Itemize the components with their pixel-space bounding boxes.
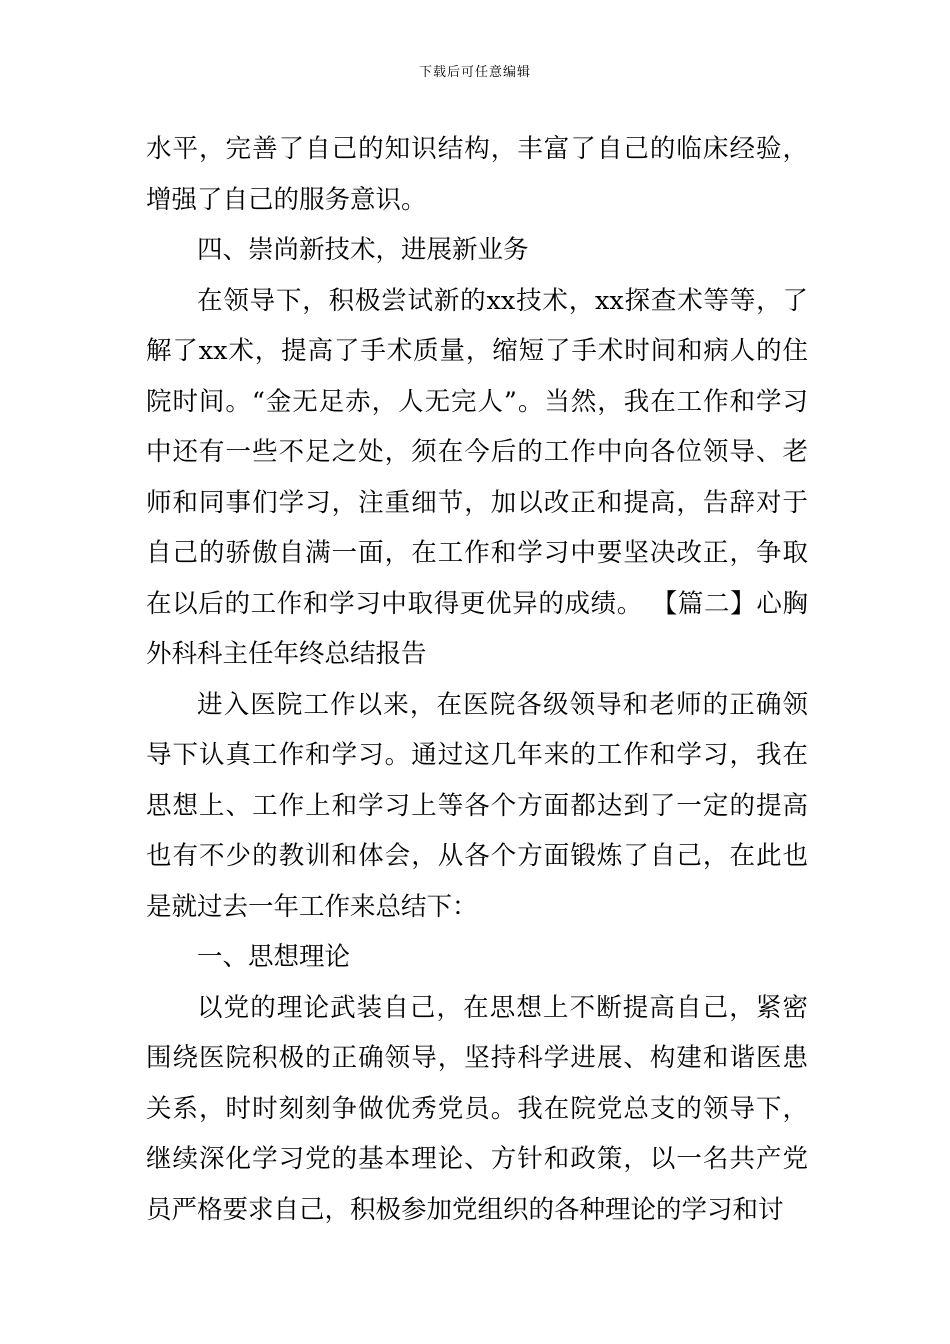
page-header: 下载后可任意编辑: [418, 65, 531, 80]
section-heading: 四、崇尚新技术，进展新业务: [197, 235, 529, 265]
paragraph: 进入医院工作以来，在医院各级领导和老师的正确领导下认真工作和学习。通过这几年来的工作和学习，我在思想上、工作上和学习上等各个方面都达到了一定的提高也有不少的教训和体会，从各个方面锻炼了自己，在此也是就过去一年工作来总结下：: [146, 689, 808, 922]
section-heading: 一、思想理论: [197, 942, 351, 972]
document-body: [146, 124, 808, 1235]
paragraph: 以党的理论武装自己，在思想上不断提高自己，紧密围绕医院积极的正确领导，坚持科学进展、构建和谐医患关系，时时刻刻争做优秀党员。我在院党总支的领导下，继续深化学习党的基本理论、方针和政策，以一名共产党员严格要求自己，积极参加党组织的各种理论的学习和讨: [146, 992, 808, 1225]
paragraph: 在领导下，积极尝试新的xx技术，xx探查术等等，了解了xx术，提高了手术质量，缩短了手术时间和病人的住院时间。“金无足赤，人无完人”。当然，我在工作和学习中还有一些不足之处，须在今后的工作中向各位领导、老师和同事们学习，注重细节，加以改正和提高，告辞对于自己的骄傲自满一面，在工作和学习中要坚决改正，争取在以后的工作和学习中取得更优异的成绩。 【篇二】心胸外科科主任年终总结报告: [146, 285, 808, 669]
paragraph: 水平，完善了自己的知识结构，丰富了自己的临床经验，增强了自己的服务意识。: [146, 134, 808, 215]
